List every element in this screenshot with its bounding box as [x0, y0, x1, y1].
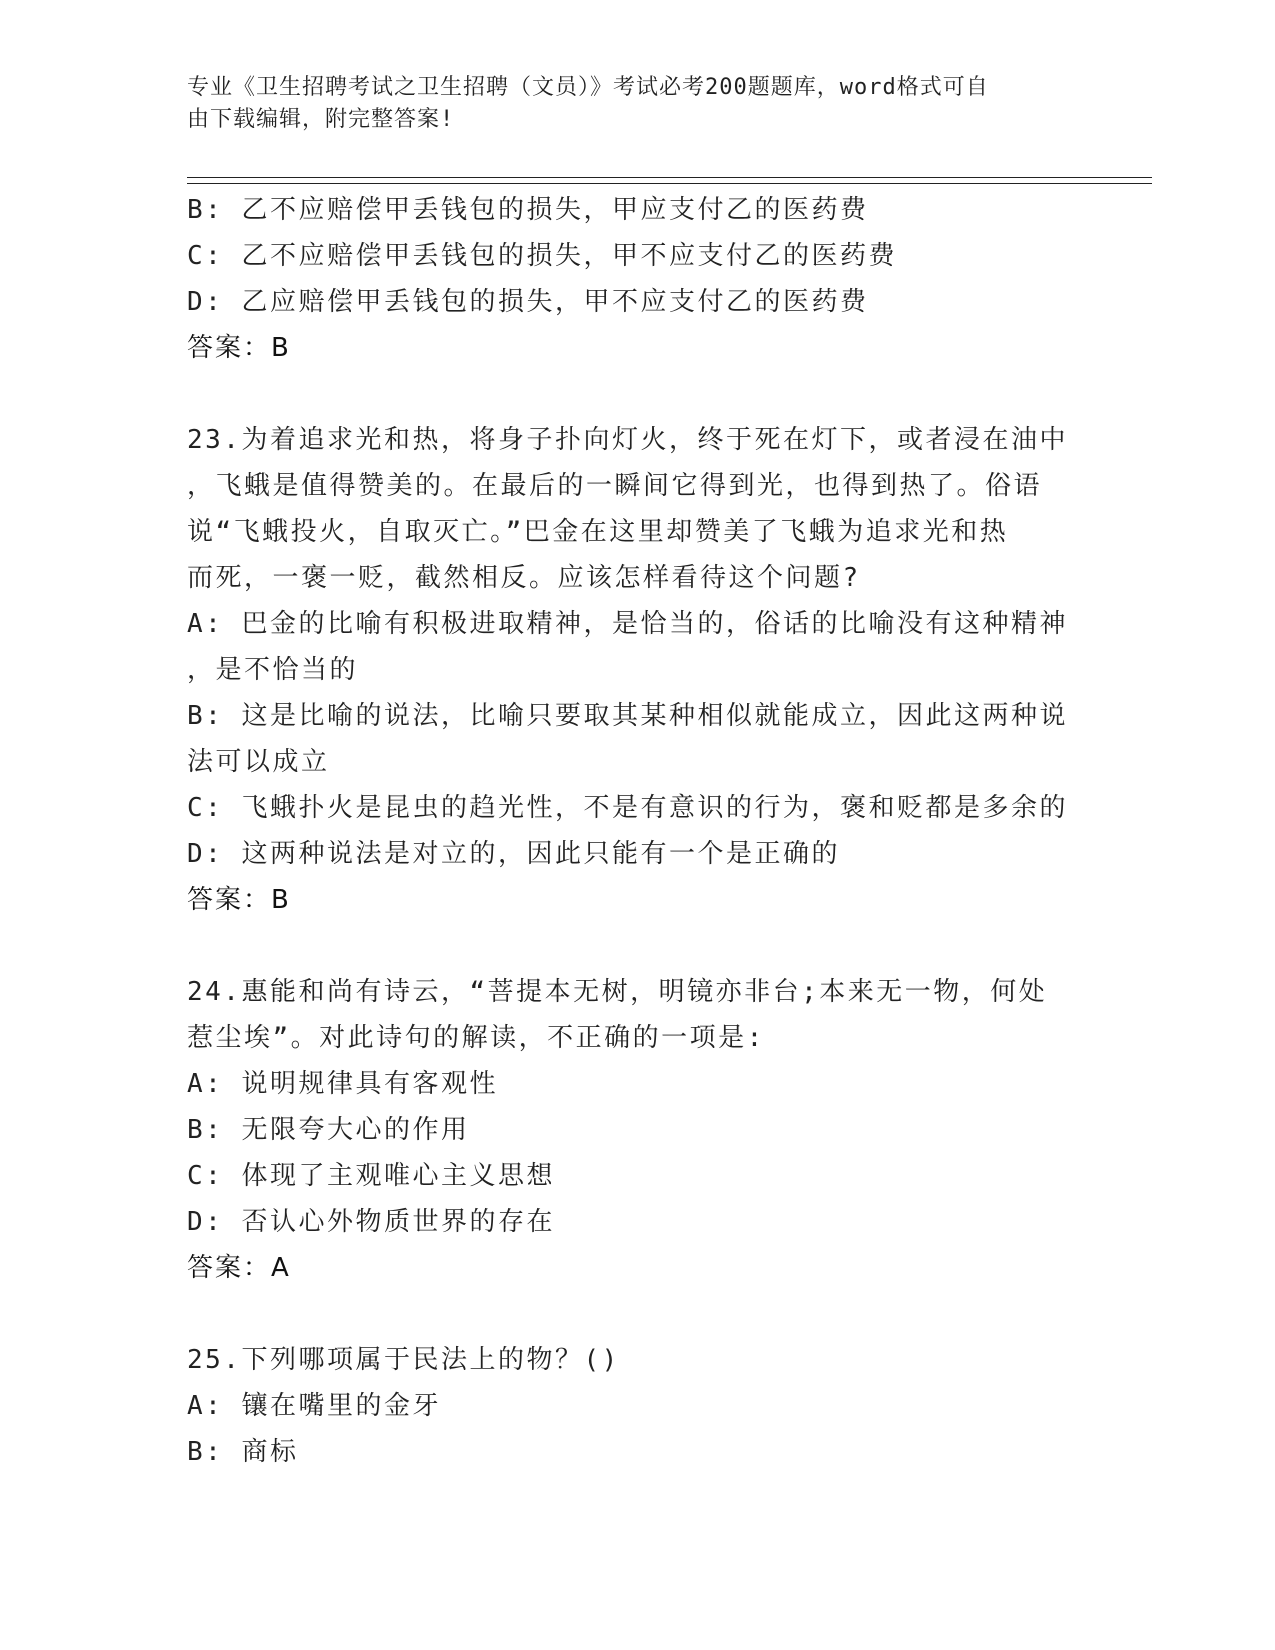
option-b: B: 无限夸大心的作用	[187, 1115, 470, 1145]
question-stem-line: 说“飞蛾投火，自取灭亡。”巴金在这里却赞美了飞蛾为追求光和热	[187, 517, 1009, 547]
option-d: D: 这两种说法是对立的，因此只能有一个是正确的	[187, 839, 840, 869]
question-22-continued	[187, 187, 1087, 371]
option-b: B: 这是比喻的说法，比喻只要取其某种相似就能成立，因此这两种说	[187, 701, 1068, 731]
answer-line: 答案：B	[187, 333, 291, 363]
option-b: B: 乙不应赔偿甲丢钱包的损失，甲应支付乙的医药费	[187, 195, 869, 225]
header-line-2: 由下载编辑，附完整答案!	[187, 107, 455, 132]
option-b: B: 商标	[187, 1437, 299, 1467]
question-25	[187, 1337, 1087, 1475]
document-header	[187, 72, 1067, 136]
option-d: D: 否认心外物质世界的存在	[187, 1207, 555, 1237]
option-c: C: 飞蛾扑火是昆虫的趋光性，不是有意识的行为，褒和贬都是多余的	[187, 793, 1068, 823]
option-a: A: 说明规律具有客观性	[187, 1069, 498, 1099]
document-body	[187, 187, 1087, 1475]
option-a: A: 巴金的比喻有积极进取精神，是恰当的，俗话的比喻没有这种精神	[187, 609, 1068, 639]
question-24	[187, 969, 1087, 1291]
question-stem-line: ，飞蛾是值得赞美的。在最后的一瞬间它得到光，也得到热了。俗语	[187, 471, 1043, 501]
option-a-continued: ，是不恰当的	[187, 655, 359, 685]
spacer	[187, 371, 1087, 417]
option-c: C: 乙不应赔偿甲丢钱包的损失，甲不应支付乙的医药费	[187, 241, 897, 271]
question-23	[187, 417, 1087, 923]
header-divider-bottom	[187, 183, 1152, 184]
question-stem-line: 23.为着追求光和热，将身子扑向灯火，终于死在灯下，或者浸在油中	[187, 425, 1068, 455]
question-stem-line: 24.惠能和尚有诗云，“菩提本无树，明镜亦非台;本来无一物，何处	[187, 977, 1048, 1007]
option-b-continued: 法可以成立	[187, 747, 330, 777]
header-divider-top	[187, 177, 1152, 178]
option-a: A: 镶在嘴里的金牙	[187, 1391, 441, 1421]
answer-line: 答案：A	[187, 1253, 291, 1283]
option-c: C: 体现了主观唯心主义思想	[187, 1161, 555, 1191]
question-stem-line: 惹尘埃”。对此诗句的解读，不正确的一项是:	[187, 1023, 765, 1053]
spacer	[187, 1291, 1087, 1337]
question-stem-line: 25.下列哪项属于民法上的物？()	[187, 1345, 620, 1375]
answer-line: 答案：B	[187, 885, 291, 915]
option-d: D: 乙应赔偿甲丢钱包的损失，甲不应支付乙的医药费	[187, 287, 869, 317]
header-line-1: 专业《卫生招聘考试之卫生招聘（文员）》考试必考200题题库，word格式可自	[187, 75, 989, 100]
question-stem-line: 而死，一褒一贬，截然相反。应该怎样看待这个问题?	[187, 563, 861, 593]
spacer	[187, 923, 1087, 969]
